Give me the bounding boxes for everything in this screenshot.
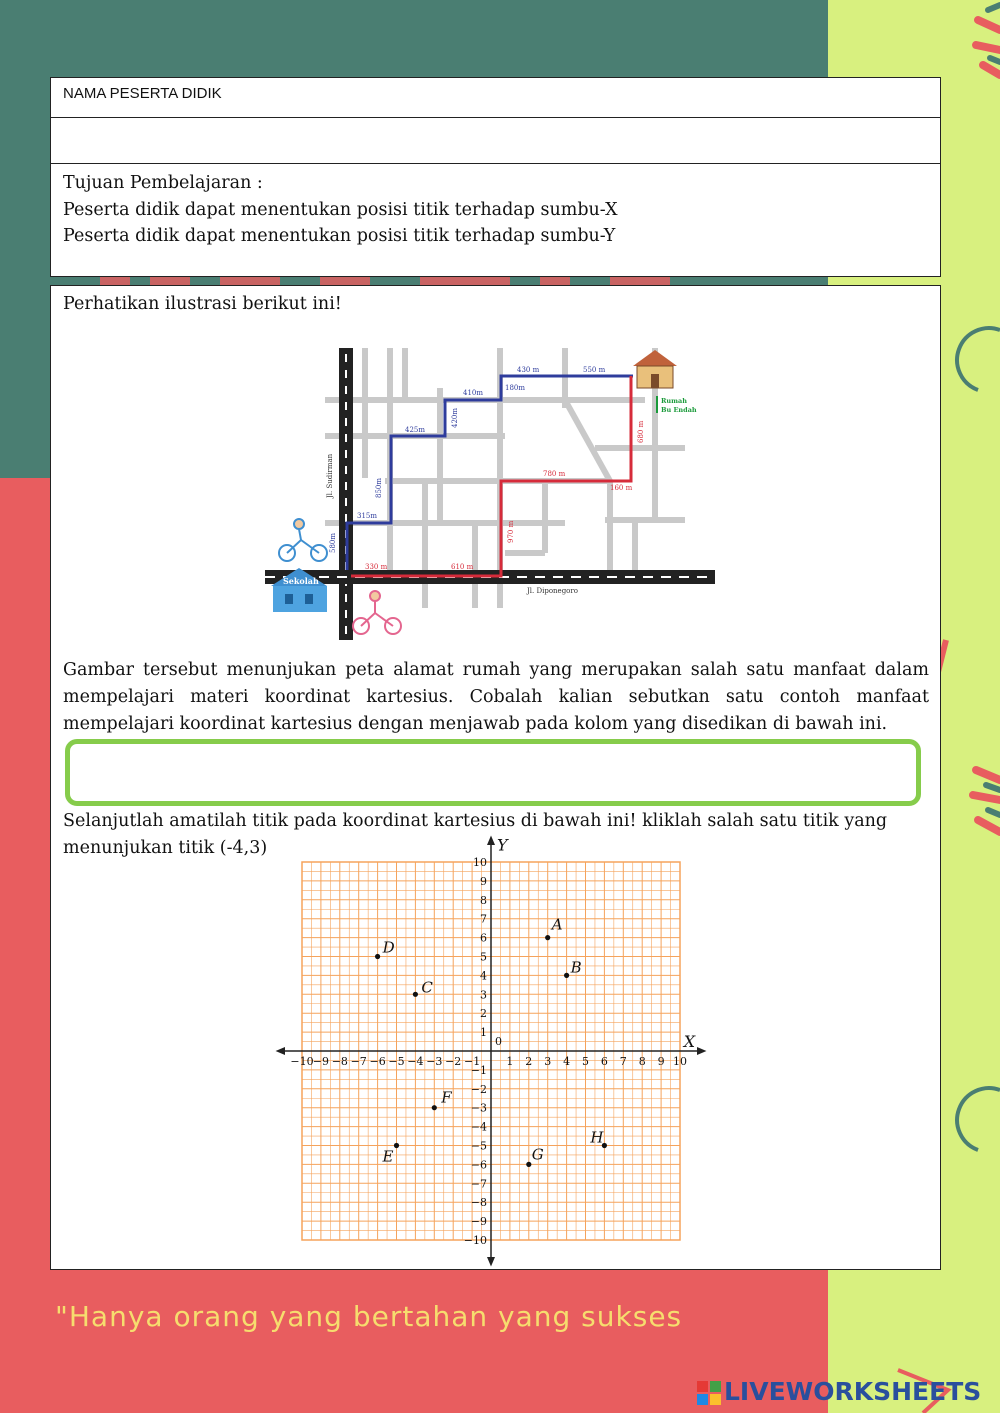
bicycle-boy-icon — [279, 519, 327, 561]
point-label: F — [441, 1088, 452, 1107]
y-tick-label: −1 — [470, 1063, 487, 1077]
question-line-2: menunjukan titik (-4,3) — [63, 838, 268, 858]
point-label: E — [382, 1147, 394, 1166]
y-tick-label: 6 — [480, 931, 487, 945]
y-tick-label: −6 — [470, 1158, 487, 1172]
y-tick-label: 1 — [480, 1026, 487, 1040]
y-arrow-down-icon — [487, 1257, 495, 1266]
x-tick-label: 7 — [619, 1055, 627, 1068]
name-label-row — [51, 78, 940, 118]
x-tick-label: −5 — [388, 1055, 405, 1068]
dist-550: 550 m — [583, 366, 606, 374]
point-label: D — [382, 938, 395, 957]
point-label: B — [570, 958, 582, 977]
x-tick-label: 4 — [563, 1055, 571, 1068]
x-arrow-right-icon — [697, 1047, 706, 1055]
dist-315: 315m — [357, 512, 377, 520]
y-axis-label: Y — [497, 835, 508, 855]
y-tick-label: 3 — [480, 988, 487, 1002]
liveworksheets-logo-icon — [697, 1381, 721, 1405]
intro-text: Perhatikan ilustrasi berikut ini! — [63, 294, 342, 314]
x-tick-label: −4 — [407, 1055, 424, 1068]
red-labels — [365, 420, 645, 571]
dist-420: 420m — [451, 408, 459, 428]
x-tick-label: 6 — [600, 1055, 608, 1068]
y-tick-label: −9 — [470, 1215, 487, 1229]
answer-input[interactable] — [65, 739, 921, 806]
objectives-title: Tujuan Pembelajaran : — [63, 173, 263, 193]
y-tick-label: −10 — [463, 1234, 487, 1247]
dist-430: 430 m — [517, 366, 540, 374]
map-paragraph: Gambar tersebut menunjukan peta alamat rumah yang merupakan salah satu manfaat dalam mempelajari materi koordinat kartesius. Cobalah kalian sebutkan satu contoh manfaat mempelajari koordinat kartesius dengan menjawab pada kolom yang disedikan di bawah ini. — [63, 660, 929, 734]
y-tick-label: 9 — [480, 874, 487, 888]
x-axis-label: X — [683, 1032, 696, 1051]
objective-x: Peserta didik dapat menentukan posisi titik terhadap sumbu-X — [63, 200, 618, 220]
dist-410: 410m — [463, 389, 483, 397]
y-tick-label: 7 — [480, 912, 487, 926]
cartesian-chart — [281, 835, 721, 1247]
y-tick-label: −8 — [470, 1196, 487, 1210]
dist-680: 680 m — [637, 420, 645, 443]
address-map — [265, 348, 715, 640]
y-tick-label: −7 — [470, 1177, 487, 1191]
dist-580: 580m — [329, 533, 337, 553]
origin-label: 0 — [495, 1035, 502, 1048]
y-tick-label: 2 — [480, 1007, 487, 1021]
x-tick-label: 2 — [525, 1055, 533, 1068]
home-label-2: Bu Endah — [661, 406, 697, 414]
dist-610: 610 m — [451, 563, 474, 571]
header-box — [50, 77, 941, 277]
question-line-1: Selanjutlah amatilah titik pada koordinat kartesius di bawah ini! kliklah salah satu titik yang — [63, 811, 888, 831]
dist-160: 160 m — [610, 484, 633, 492]
y-tick-label: 10 — [473, 856, 487, 869]
x-tick-label: 10 — [673, 1055, 687, 1068]
y-tick-label: −3 — [470, 1101, 487, 1115]
x-tick-label: −2 — [445, 1055, 462, 1068]
bicycle-girl-icon — [353, 591, 401, 634]
home-label-1: Rumah — [661, 397, 687, 405]
point-label: A — [551, 915, 563, 934]
dist-850: 850m — [375, 478, 383, 498]
x-tick-label: 5 — [582, 1055, 589, 1068]
x-tick-label: 9 — [657, 1055, 665, 1068]
x-tick-label: −9 — [312, 1055, 330, 1068]
school-label: Sekolah — [283, 576, 319, 586]
content-box — [50, 285, 941, 1270]
x-arrow-left-icon — [276, 1047, 285, 1055]
y-tick-label: 5 — [480, 950, 487, 964]
y-tick-label: 4 — [480, 969, 487, 983]
y-arrow-up-icon — [487, 836, 495, 845]
name-label: NAMA PESERTA DIDIK — [63, 85, 222, 102]
brand-name: LIVEWORKSHEETS — [724, 1377, 982, 1406]
y-tick-label: −5 — [470, 1139, 487, 1153]
street-left-label: Jl. Sudirman — [326, 453, 334, 498]
x-tick-label: 8 — [638, 1055, 646, 1068]
dist-425: 425m — [405, 426, 425, 434]
point-label: H — [590, 1128, 604, 1147]
name-input[interactable] — [51, 118, 940, 164]
dist-180: 180m — [505, 384, 525, 392]
y-tick-label: −2 — [470, 1082, 487, 1096]
x-tick-label: −6 — [369, 1055, 386, 1068]
house-icon — [633, 350, 677, 388]
x-tick-label: 3 — [544, 1055, 552, 1068]
point-label: G — [531, 1145, 544, 1164]
dist-970: 970 m — [507, 520, 515, 543]
y-tick-label: −4 — [470, 1120, 487, 1134]
x-tick-label: 1 — [506, 1055, 514, 1068]
footer-quote: "Hanya orang yang bertahan yang sukses — [55, 1300, 683, 1333]
x-tick-label: −1 — [463, 1055, 481, 1068]
x-tick-label: −8 — [331, 1055, 348, 1068]
point-label: C — [421, 978, 433, 997]
dist-780: 780 m — [543, 470, 566, 478]
x-tick-label: −7 — [350, 1055, 367, 1068]
objective-y: Peserta didik dapat menentukan posisi titik terhadap sumbu-Y — [63, 226, 616, 246]
x-tick-label: −3 — [426, 1055, 443, 1068]
dist-330: 330 m — [365, 563, 388, 571]
street-bottom-label: Jl. Diponegoro — [527, 587, 578, 595]
x-tick-label: −10 — [290, 1055, 314, 1068]
y-tick-label: 8 — [480, 893, 487, 907]
